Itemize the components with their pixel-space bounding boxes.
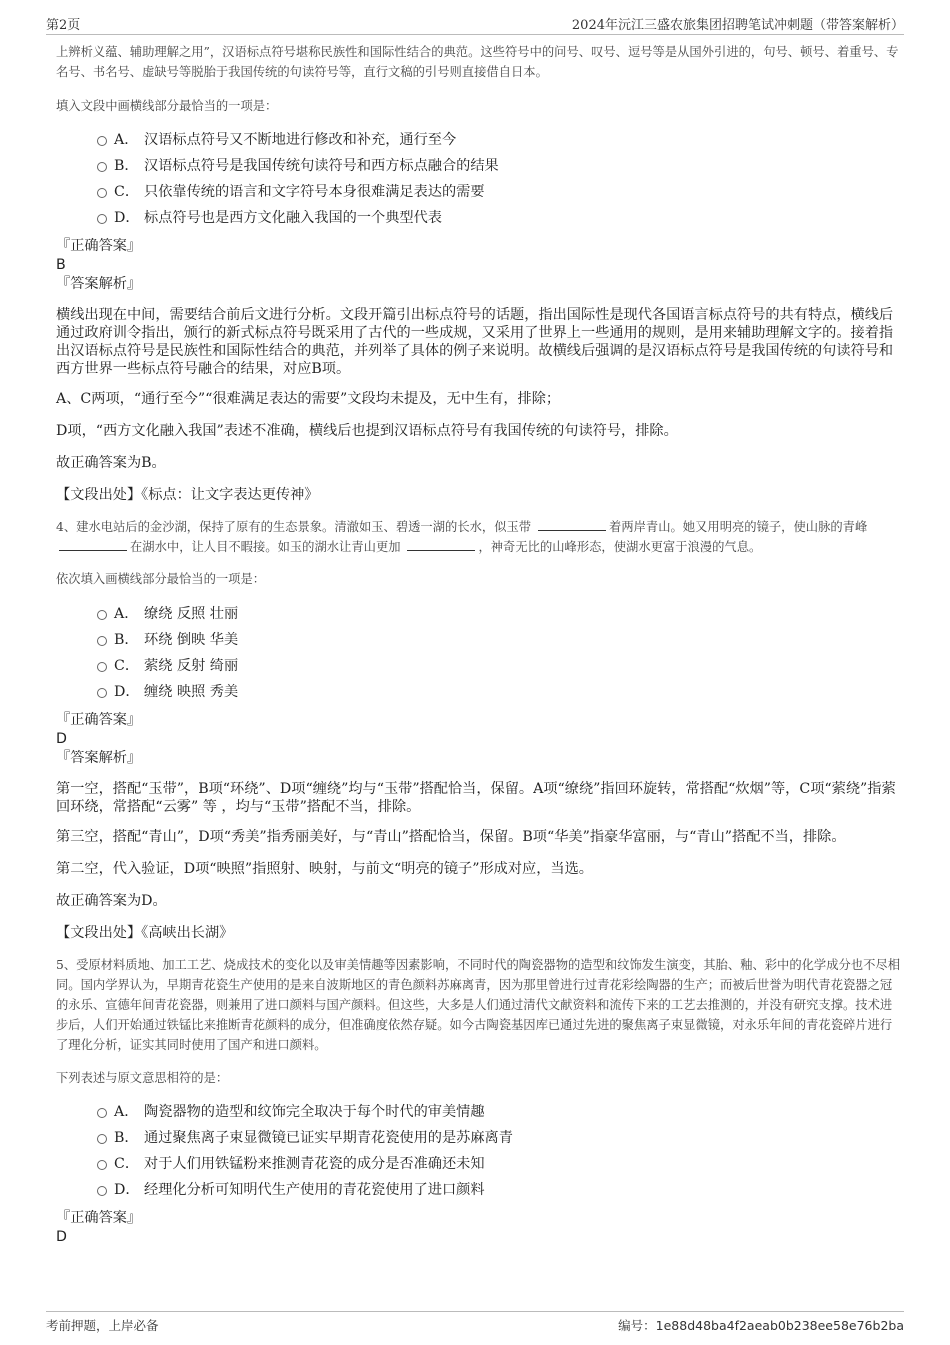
q4-prompt: 依次填入画横线部分最恰当的一项是： [56, 572, 266, 586]
q3-options [56, 127, 900, 231]
radio-icon[interactable] [97, 1134, 107, 1144]
radio-icon[interactable] [97, 662, 107, 672]
q3-analysis-2: A、C两项，“通行至今”“很难满足表达的需要”文段均未提及，无中生有，排除； [56, 391, 561, 407]
q4-option-b[interactable]: B． 环绕 倒映 华美 [56, 627, 900, 653]
q4-stem: 4、建水电站后的金沙湖，保持了原有的生态景象。清澈如玉、碧透一湖的长水，似玉带 着两岸青山。她又用明亮的镜子，使山脉的青峰 在湖水中，让人目不暇接。如玉的湖水让青山更加 ，神奇无比的山峰形态，使湖水更富于浪漫的气息。 [56, 520, 868, 554]
radio-icon[interactable] [97, 214, 107, 224]
page-footer [46, 1311, 904, 1334]
q4-analysis-3: 第二空，代入验证，D项“映照”指照射、映射，与前文“明亮的镜子”形成对应，当选。 [56, 861, 593, 877]
q5-prompt: 下列表述与原文意思相符的是： [56, 1071, 229, 1085]
q3-option-b[interactable]: B． 汉语标点符号是我国传统句读符号和西方标点融合的结果 [56, 153, 900, 179]
radio-icon[interactable] [97, 688, 107, 698]
q5-answer: D [56, 1229, 67, 1245]
q5-option-a[interactable]: A． 陶瓷器物的造型和纹饰完全取决于每个时代的审美情趣 [56, 1099, 900, 1125]
radio-icon[interactable] [97, 1160, 107, 1170]
q4-option-c[interactable]: C． 萦绕 反射 绮丽 [56, 653, 900, 679]
q5-option-d[interactable]: D． 经理化分析可知明代生产使用的青花瓷使用了进口颜料 [56, 1177, 900, 1203]
page-header [46, 14, 904, 35]
q5-answer-label: 『正确答案』 [56, 1210, 142, 1226]
q4-option-a[interactable]: A． 缭绕 反照 壮丽 [56, 601, 900, 627]
q4-options [56, 601, 900, 705]
q3-option-a[interactable]: A． 汉语标点符号又不断地进行修改和补充，通行至今 [56, 127, 900, 153]
q3-analysis-3: D项，“西方文化融入我国”表述不准确，横线后也提到汉语标点符号有我国传统的句读符号，排除。 [56, 423, 678, 439]
q4-option-d[interactable]: D． 缠绕 映照 秀美 [56, 679, 900, 705]
q4-analysis-4: 故正确答案为D。 [56, 893, 167, 909]
blank-3 [407, 539, 475, 551]
q5-options [56, 1099, 900, 1203]
q3-answer-label: 『正确答案』 [56, 238, 142, 254]
blank-1 [538, 519, 606, 531]
radio-icon[interactable] [97, 1108, 107, 1118]
q3-analysis-4: 故正确答案为B。 [56, 455, 166, 471]
footer-code: 编号：1e88d48ba4f2aeab0b238ee58e76b2ba [618, 1318, 904, 1333]
q4-analysis-label: 『答案解析』 [56, 750, 142, 766]
document-title: 2024年沅江三盛农旅集团招聘笔试冲刺题（带答案解析） [571, 18, 904, 33]
radio-icon[interactable] [97, 636, 107, 646]
radio-icon[interactable] [97, 610, 107, 620]
radio-icon[interactable] [97, 162, 107, 172]
q3-analysis-1: 横线出现在中间，需要结合前后文进行分析。文段开篇引出标点符号的话题，指出国际性是现代各国语言标点符号的共有特点，横线后通过政府训令指出，颁行的新式标点符号既采用了古代的一些成规，又采用了世界上一些通用的规则，是用来辅助理解文字的。接着指出汉语标点符号是民族性和国际性结合的典范，并列举了具体的例子来说明。故横线后强调的是汉语标点符号是我国传统的句读符号和西方世界一些标点符号融合的结果，对应B项。 [56, 307, 894, 377]
q4-source: 【文段出处】《高峡出长湖》 [56, 925, 234, 941]
q3-passage-tail: 上辨析义蕴、辅助理解之用”，汉语标点符号堪称民族性和国际性结合的典范。这些符号中的问号、叹号、逗号等是从国外引进的，句号、顿号、着重号、专名号、书名号、虚缺号等脱胎于我国传统的句读符号等，直行文稿的引号则直接借自日本。 [56, 45, 899, 79]
q4-answer-label: 『正确答案』 [56, 712, 142, 728]
q4-answer: D [56, 731, 67, 747]
radio-icon[interactable] [97, 188, 107, 198]
page-number: 第2页 [46, 18, 81, 33]
radio-icon[interactable] [97, 136, 107, 146]
q5-option-b[interactable]: B． 通过聚焦离子束显微镜已证实早期青花瓷使用的是苏麻离青 [56, 1125, 900, 1151]
q3-prompt: 填入文段中画横线部分最恰当的一项是： [56, 99, 278, 113]
q3-option-c[interactable]: C． 只依靠传统的语言和文字符号本身很难满足表达的需要 [56, 179, 900, 205]
q3-source: 【文段出处】《标点：让文字表达更传神》 [56, 487, 319, 503]
page-content [56, 42, 900, 1247]
document-code: 1e88d48ba4f2aeab0b238ee58e76b2ba [655, 1318, 904, 1333]
q3-option-d[interactable]: D． 标点符号也是西方文化融入我国的一个典型代表 [56, 205, 900, 231]
blank-2 [59, 539, 127, 551]
q3-analysis-label: 『答案解析』 [56, 276, 142, 292]
radio-icon[interactable] [97, 1186, 107, 1196]
q5-stem: 5、受原材料质地、加工工艺、烧成技术的变化以及审美情趣等因素影响，不同时代的陶瓷器物的造型和纹饰发生演变，其胎、釉、彩中的化学成分也不尽相同。国内学界认为，早期青花瓷生产使用的是来自波斯地区的青色颜料苏麻离青，因为那里曾进行过青花彩绘陶器的生产；而被后世誉为明代青花瓷器之冠的永乐、宣德年间青花瓷器，则兼用了进口颜料与国产颜料。但这些，大多是人们通过清代文献资料和流传下来的工艺去推测的，并没有研究支撑。技术进步后，人们开始通过铁锰比来推断青花颜料的成分，但准确度依然存疑。如今古陶瓷基因库已通过先进的聚焦离子束显微镜，对永乐年间的青花瓷碎片进行了理化分析，证实其同时使用了国产和进口颜料。 [56, 958, 901, 1052]
q3-answer: B [56, 257, 66, 273]
q5-option-c[interactable]: C． 对于人们用铁锰粉来推测青花瓷的成分是否准确还未知 [56, 1151, 900, 1177]
q4-analysis-2: 第三空，搭配“青山”，D项“秀美”指秀丽美好，与“青山”搭配恰当，保留。B项“华美”指豪华富丽，与“青山”搭配不当，排除。 [56, 829, 846, 845]
footer-slogan: 考前押题，上岸必备 [46, 1318, 159, 1333]
q4-analysis-1: 第一空，搭配“玉带”，B项“环绕”、D项“缠绕”均与“玉带”搭配恰当，保留。A项“缭绕”指回环旋转，常搭配“炊烟”等，C项“萦绕”指萦回环绕，常搭配“云雾” 等 ，均与“玉带”搭配不当，排除。 [56, 781, 896, 815]
